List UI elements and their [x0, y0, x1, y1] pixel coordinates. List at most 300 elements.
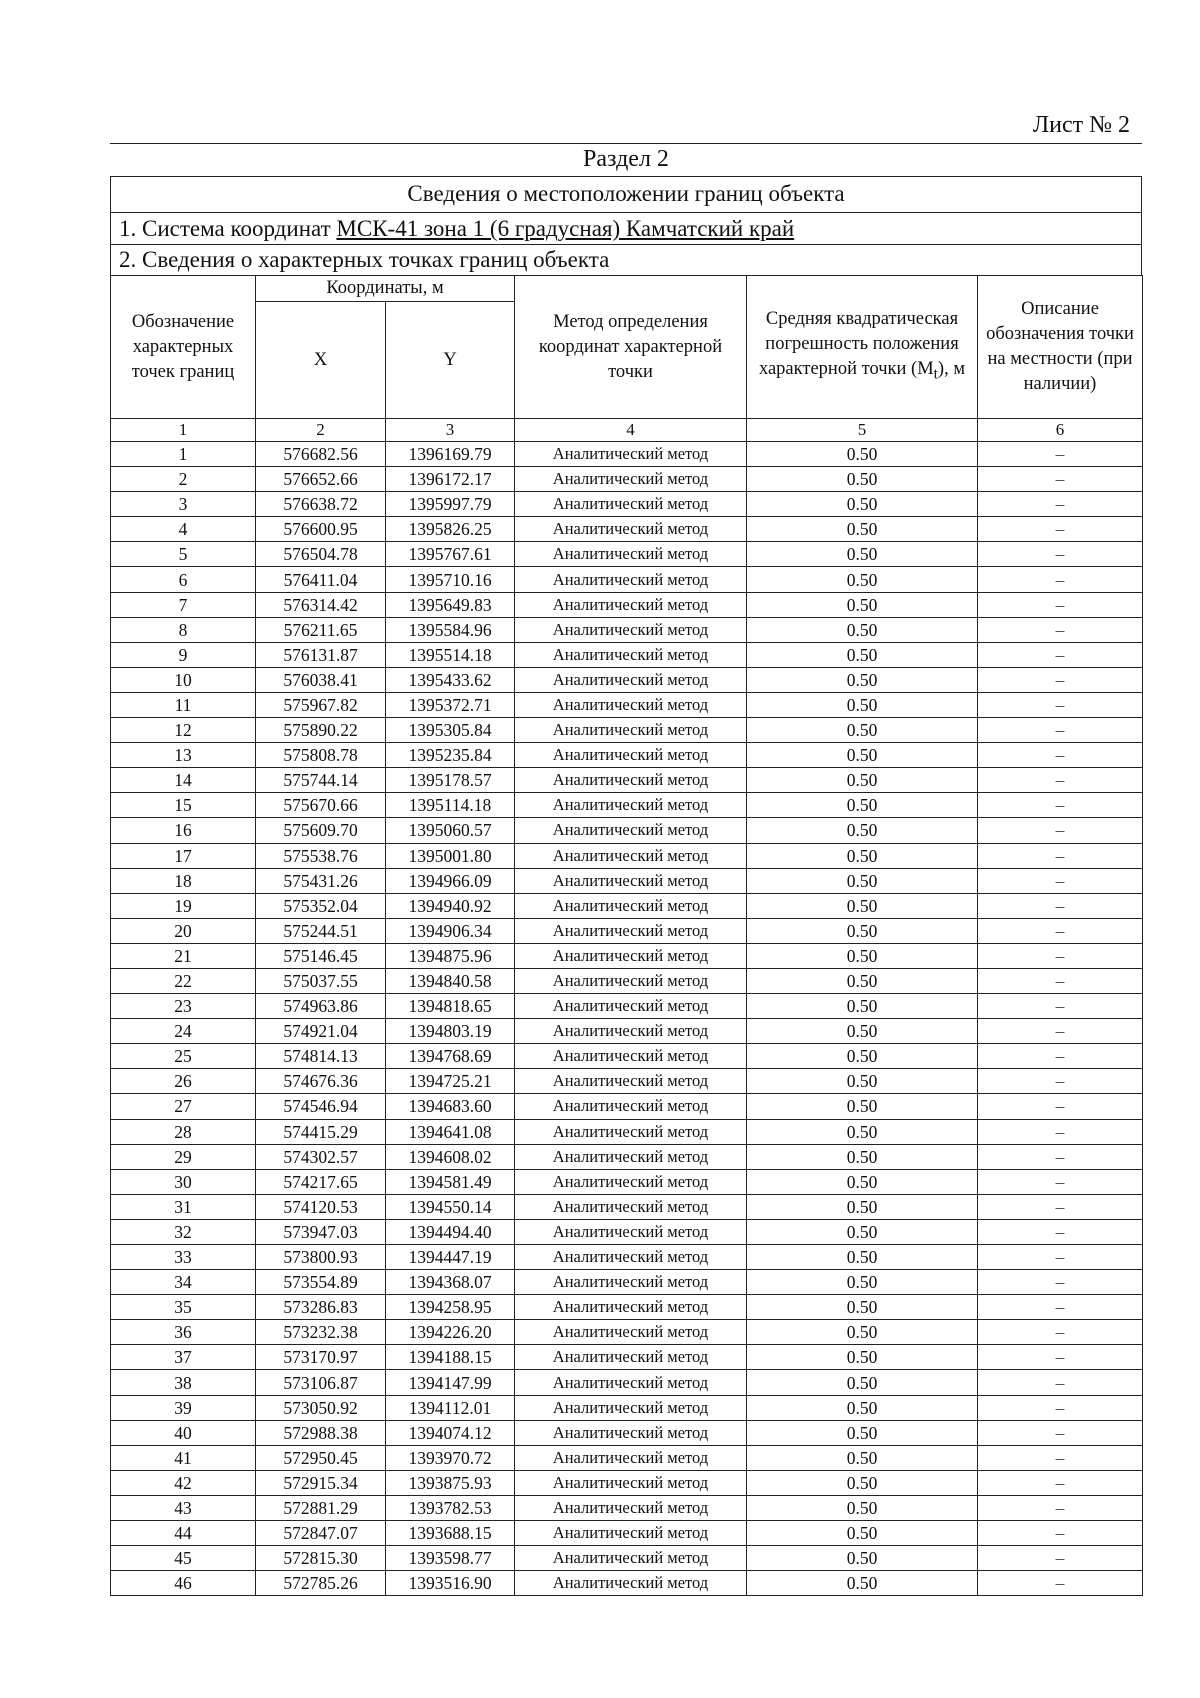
- header-error: [747, 276, 978, 419]
- y-coordinate-cell: 1394803.19: [386, 1019, 515, 1044]
- error-cell: 0.50: [747, 617, 978, 642]
- y-coordinate-cell: 1394608.02: [386, 1144, 515, 1169]
- error-cell: 0.50: [747, 1069, 978, 1094]
- description-cell: –: [978, 1470, 1143, 1495]
- error-cell: 0.50: [747, 718, 978, 743]
- error-cell: 0.50: [747, 1270, 978, 1295]
- points-table-body: [111, 442, 1143, 1596]
- point-number-cell: 11: [111, 692, 256, 717]
- y-coordinate-cell: 1395826.25: [386, 517, 515, 542]
- description-cell: –: [978, 1546, 1143, 1571]
- table-row: [111, 768, 1143, 793]
- error-cell: 0.50: [747, 743, 978, 768]
- x-coordinate-cell: 575890.22: [256, 718, 386, 743]
- y-coordinate-cell: 1394368.07: [386, 1270, 515, 1295]
- point-number-cell: 18: [111, 868, 256, 893]
- description-cell: –: [978, 893, 1143, 918]
- x-coordinate-cell: 576652.66: [256, 467, 386, 492]
- point-number-cell: 36: [111, 1320, 256, 1345]
- error-cell: 0.50: [747, 1370, 978, 1395]
- x-coordinate-cell: 572815.30: [256, 1546, 386, 1571]
- table-row: [111, 793, 1143, 818]
- method-cell: Аналитический метод: [515, 1219, 747, 1244]
- y-coordinate-cell: 1394188.15: [386, 1345, 515, 1370]
- point-number-cell: 5: [111, 542, 256, 567]
- point-number-cell: 44: [111, 1521, 256, 1546]
- error-cell: 0.50: [747, 943, 978, 968]
- error-cell: 0.50: [747, 1245, 978, 1270]
- description-cell: –: [978, 517, 1143, 542]
- error-cell: 0.50: [747, 1169, 978, 1194]
- x-coordinate-cell: 575670.66: [256, 793, 386, 818]
- method-cell: Аналитический метод: [515, 1370, 747, 1395]
- description-cell: –: [978, 1094, 1143, 1119]
- description-cell: –: [978, 592, 1143, 617]
- table-row: [111, 1044, 1143, 1069]
- description-cell: –: [978, 1521, 1143, 1546]
- method-cell: Аналитический метод: [515, 1019, 747, 1044]
- description-cell: –: [978, 1219, 1143, 1244]
- y-coordinate-cell: 1394875.96: [386, 943, 515, 968]
- x-coordinate-cell: 573947.03: [256, 1219, 386, 1244]
- method-cell: Аналитический метод: [515, 1521, 747, 1546]
- table-row: [111, 1420, 1143, 1445]
- error-cell: 0.50: [747, 442, 978, 467]
- header-error-text: Средняя квадратическая погрешность положения характерной точки (M: [758, 309, 959, 380]
- x-coordinate-cell: 574217.65: [256, 1169, 386, 1194]
- point-number-cell: 39: [111, 1395, 256, 1420]
- description-cell: –: [978, 667, 1143, 692]
- error-cell: 0.50: [747, 1571, 978, 1596]
- description-cell: –: [978, 642, 1143, 667]
- table-row: [111, 1219, 1143, 1244]
- method-cell: Аналитический метод: [515, 442, 747, 467]
- x-coordinate-cell: 575808.78: [256, 743, 386, 768]
- error-cell: 0.50: [747, 768, 978, 793]
- header-method: Метод определения координат характерной точки: [515, 276, 747, 419]
- method-cell: Аналитический метод: [515, 1194, 747, 1219]
- x-coordinate-cell: 572915.34: [256, 1470, 386, 1495]
- error-cell: 0.50: [747, 1194, 978, 1219]
- method-cell: Аналитический метод: [515, 718, 747, 743]
- x-coordinate-cell: 572950.45: [256, 1445, 386, 1470]
- description-cell: –: [978, 968, 1143, 993]
- description-cell: –: [978, 743, 1143, 768]
- point-number-cell: 12: [111, 718, 256, 743]
- method-cell: Аналитический метод: [515, 1295, 747, 1320]
- point-number-cell: 4: [111, 517, 256, 542]
- method-cell: Аналитический метод: [515, 1420, 747, 1445]
- header-description: Описание обозначения точки на местности (при наличии): [978, 276, 1143, 419]
- description-cell: –: [978, 1420, 1143, 1445]
- method-cell: Аналитический метод: [515, 818, 747, 843]
- method-cell: Аналитический метод: [515, 1345, 747, 1370]
- table-row: [111, 1194, 1143, 1219]
- y-coordinate-cell: 1395997.79: [386, 492, 515, 517]
- x-coordinate-cell: 574921.04: [256, 1019, 386, 1044]
- description-cell: –: [978, 918, 1143, 943]
- description-cell: –: [978, 1245, 1143, 1270]
- x-coordinate-cell: 575431.26: [256, 868, 386, 893]
- y-coordinate-cell: 1394906.34: [386, 918, 515, 943]
- description-cell: –: [978, 567, 1143, 592]
- error-cell: 0.50: [747, 818, 978, 843]
- description-cell: –: [978, 617, 1143, 642]
- y-coordinate-cell: 1395001.80: [386, 843, 515, 868]
- coordinate-system-line: [111, 213, 1141, 245]
- x-coordinate-cell: 576131.87: [256, 642, 386, 667]
- table-row: [111, 492, 1143, 517]
- error-cell: 0.50: [747, 542, 978, 567]
- description-cell: –: [978, 943, 1143, 968]
- description-cell: –: [978, 542, 1143, 567]
- table-row: [111, 1019, 1143, 1044]
- y-coordinate-cell: 1394447.19: [386, 1245, 515, 1270]
- error-cell: 0.50: [747, 968, 978, 993]
- column-number-row: [111, 419, 1143, 442]
- table-row: [111, 542, 1143, 567]
- y-coordinate-cell: 1395178.57: [386, 768, 515, 793]
- y-coordinate-cell: 1395235.84: [386, 743, 515, 768]
- table-row: [111, 1495, 1143, 1520]
- point-number-cell: 3: [111, 492, 256, 517]
- method-cell: Аналитический метод: [515, 1245, 747, 1270]
- method-cell: Аналитический метод: [515, 1094, 747, 1119]
- x-coordinate-cell: 575744.14: [256, 768, 386, 793]
- x-coordinate-cell: 573800.93: [256, 1245, 386, 1270]
- y-coordinate-cell: 1395433.62: [386, 667, 515, 692]
- method-cell: Аналитический метод: [515, 467, 747, 492]
- description-cell: –: [978, 1069, 1143, 1094]
- x-coordinate-cell: 575244.51: [256, 918, 386, 943]
- y-coordinate-cell: 1395114.18: [386, 793, 515, 818]
- method-cell: Аналитический метод: [515, 492, 747, 517]
- y-coordinate-cell: 1394226.20: [386, 1320, 515, 1345]
- error-cell: 0.50: [747, 1144, 978, 1169]
- method-cell: Аналитический метод: [515, 567, 747, 592]
- point-number-cell: 43: [111, 1495, 256, 1520]
- description-cell: –: [978, 718, 1143, 743]
- column-number: 4: [515, 419, 747, 442]
- y-coordinate-cell: 1394112.01: [386, 1395, 515, 1420]
- error-cell: 0.50: [747, 1495, 978, 1520]
- error-cell: 0.50: [747, 868, 978, 893]
- method-cell: Аналитический метод: [515, 1395, 747, 1420]
- table-row: [111, 1320, 1143, 1345]
- error-cell: 0.50: [747, 1320, 978, 1345]
- error-cell: 0.50: [747, 793, 978, 818]
- error-cell: 0.50: [747, 1420, 978, 1445]
- x-coordinate-cell: 576314.42: [256, 592, 386, 617]
- description-cell: –: [978, 1169, 1143, 1194]
- point-number-cell: 16: [111, 818, 256, 843]
- description-cell: –: [978, 868, 1143, 893]
- description-cell: –: [978, 1194, 1143, 1219]
- x-coordinate-cell: 576411.04: [256, 567, 386, 592]
- x-coordinate-cell: 575037.55: [256, 968, 386, 993]
- table-row: [111, 918, 1143, 943]
- description-cell: –: [978, 1320, 1143, 1345]
- column-number: 1: [111, 419, 256, 442]
- point-number-cell: 10: [111, 667, 256, 692]
- document-header-box: [110, 176, 1142, 276]
- point-number-cell: 34: [111, 1270, 256, 1295]
- point-number-cell: 40: [111, 1420, 256, 1445]
- error-cell: 0.50: [747, 994, 978, 1019]
- description-cell: –: [978, 1019, 1143, 1044]
- point-number-cell: 41: [111, 1445, 256, 1470]
- y-coordinate-cell: 1394940.92: [386, 893, 515, 918]
- description-cell: –: [978, 1571, 1143, 1596]
- table-row: [111, 1169, 1143, 1194]
- method-cell: Аналитический метод: [515, 1495, 747, 1520]
- method-cell: Аналитический метод: [515, 1069, 747, 1094]
- header-error-subscript: t: [933, 365, 938, 383]
- point-number-cell: 33: [111, 1245, 256, 1270]
- error-cell: 0.50: [747, 1546, 978, 1571]
- method-cell: Аналитический метод: [515, 768, 747, 793]
- point-number-cell: 45: [111, 1546, 256, 1571]
- column-number: 5: [747, 419, 978, 442]
- table-row: [111, 617, 1143, 642]
- error-cell: 0.50: [747, 1019, 978, 1044]
- method-cell: Аналитический метод: [515, 1044, 747, 1069]
- table-row: [111, 442, 1143, 467]
- x-coordinate-cell: 574415.29: [256, 1119, 386, 1144]
- x-coordinate-cell: 573050.92: [256, 1395, 386, 1420]
- table-row: [111, 1069, 1143, 1094]
- x-coordinate-cell: 575538.76: [256, 843, 386, 868]
- table-row: [111, 1370, 1143, 1395]
- y-coordinate-cell: 1394840.58: [386, 968, 515, 993]
- description-cell: –: [978, 1295, 1143, 1320]
- y-coordinate-cell: 1393516.90: [386, 1571, 515, 1596]
- y-coordinate-cell: 1396172.17: [386, 467, 515, 492]
- error-cell: 0.50: [747, 642, 978, 667]
- method-cell: Аналитический метод: [515, 692, 747, 717]
- header-coordinates: Координаты, м: [256, 276, 515, 302]
- x-coordinate-cell: 576682.56: [256, 442, 386, 467]
- point-number-cell: 30: [111, 1169, 256, 1194]
- x-coordinate-cell: 575609.70: [256, 818, 386, 843]
- y-coordinate-cell: 1395710.16: [386, 567, 515, 592]
- method-cell: Аналитический метод: [515, 642, 747, 667]
- point-number-cell: 32: [111, 1219, 256, 1244]
- y-coordinate-cell: 1394074.12: [386, 1420, 515, 1445]
- y-coordinate-cell: 1393598.77: [386, 1546, 515, 1571]
- x-coordinate-cell: 574963.86: [256, 994, 386, 1019]
- point-number-cell: 9: [111, 642, 256, 667]
- coordinate-system-label: 1. Система координат: [119, 216, 337, 241]
- description-cell: –: [978, 442, 1143, 467]
- section-title: Раздел 2: [583, 146, 669, 172]
- table-row: [111, 718, 1143, 743]
- description-cell: –: [978, 843, 1143, 868]
- header-rule: [110, 143, 1142, 144]
- point-number-cell: 2: [111, 467, 256, 492]
- method-cell: Аналитический метод: [515, 1169, 747, 1194]
- table-row: [111, 1094, 1143, 1119]
- table-row: [111, 1245, 1143, 1270]
- method-cell: Аналитический метод: [515, 994, 747, 1019]
- table-row: [111, 667, 1143, 692]
- table-row: [111, 843, 1143, 868]
- y-coordinate-cell: 1395514.18: [386, 642, 515, 667]
- point-number-cell: 19: [111, 893, 256, 918]
- point-number-cell: 8: [111, 617, 256, 642]
- y-coordinate-cell: 1393688.15: [386, 1521, 515, 1546]
- x-coordinate-cell: 575967.82: [256, 692, 386, 717]
- description-cell: –: [978, 768, 1143, 793]
- method-cell: Аналитический метод: [515, 1270, 747, 1295]
- table-row: [111, 743, 1143, 768]
- description-cell: –: [978, 1345, 1143, 1370]
- description-cell: –: [978, 467, 1143, 492]
- x-coordinate-cell: 576638.72: [256, 492, 386, 517]
- error-cell: 0.50: [747, 1044, 978, 1069]
- point-number-cell: 21: [111, 943, 256, 968]
- column-number: 2: [256, 419, 386, 442]
- x-coordinate-cell: 573106.87: [256, 1370, 386, 1395]
- error-cell: 0.50: [747, 843, 978, 868]
- method-cell: Аналитический метод: [515, 843, 747, 868]
- y-coordinate-cell: 1394768.69: [386, 1044, 515, 1069]
- description-cell: –: [978, 1270, 1143, 1295]
- y-coordinate-cell: 1395584.96: [386, 617, 515, 642]
- x-coordinate-cell: 573286.83: [256, 1295, 386, 1320]
- error-cell: 0.50: [747, 1295, 978, 1320]
- point-number-cell: 17: [111, 843, 256, 868]
- y-coordinate-cell: 1394581.49: [386, 1169, 515, 1194]
- y-coordinate-cell: 1394550.14: [386, 1194, 515, 1219]
- x-coordinate-cell: 574546.94: [256, 1094, 386, 1119]
- point-number-cell: 24: [111, 1019, 256, 1044]
- x-coordinate-cell: 573232.38: [256, 1320, 386, 1345]
- point-number-cell: 22: [111, 968, 256, 993]
- y-coordinate-cell: 1394683.60: [386, 1094, 515, 1119]
- point-number-cell: 28: [111, 1119, 256, 1144]
- table-row: [111, 968, 1143, 993]
- table-row: [111, 592, 1143, 617]
- point-number-cell: 6: [111, 567, 256, 592]
- description-cell: –: [978, 492, 1143, 517]
- method-cell: Аналитический метод: [515, 1445, 747, 1470]
- table-row: [111, 1470, 1143, 1495]
- y-coordinate-cell: 1395767.61: [386, 542, 515, 567]
- table-row: [111, 517, 1143, 542]
- table-row: [111, 467, 1143, 492]
- y-coordinate-cell: 1394494.40: [386, 1219, 515, 1244]
- y-coordinate-cell: 1396169.79: [386, 442, 515, 467]
- x-coordinate-cell: 573170.97: [256, 1345, 386, 1370]
- description-cell: –: [978, 1144, 1143, 1169]
- table-row: [111, 818, 1143, 843]
- method-cell: Аналитический метод: [515, 1571, 747, 1596]
- method-cell: Аналитический метод: [515, 1119, 747, 1144]
- table-row: [111, 1521, 1143, 1546]
- method-cell: Аналитический метод: [515, 1546, 747, 1571]
- x-coordinate-cell: 574302.57: [256, 1144, 386, 1169]
- description-cell: –: [978, 1370, 1143, 1395]
- document-title: Сведения о местоположении границ объекта: [111, 177, 1141, 213]
- error-cell: 0.50: [747, 492, 978, 517]
- y-coordinate-cell: 1394725.21: [386, 1069, 515, 1094]
- header-designation: Обозначение характерных точек границ: [111, 276, 256, 419]
- y-coordinate-cell: 1394966.09: [386, 868, 515, 893]
- point-number-cell: 46: [111, 1571, 256, 1596]
- table-row: [111, 1571, 1143, 1596]
- point-number-cell: 20: [111, 918, 256, 943]
- method-cell: Аналитический метод: [515, 1470, 747, 1495]
- y-coordinate-cell: 1394818.65: [386, 994, 515, 1019]
- table-row: [111, 1345, 1143, 1370]
- point-number-cell: 38: [111, 1370, 256, 1395]
- point-number-cell: 25: [111, 1044, 256, 1069]
- table-row: [111, 692, 1143, 717]
- point-number-cell: 23: [111, 994, 256, 1019]
- method-cell: Аналитический метод: [515, 1144, 747, 1169]
- table-row: [111, 868, 1143, 893]
- y-coordinate-cell: 1393782.53: [386, 1495, 515, 1520]
- x-coordinate-cell: 572881.29: [256, 1495, 386, 1520]
- method-cell: Аналитический метод: [515, 918, 747, 943]
- point-number-cell: 26: [111, 1069, 256, 1094]
- table-row: [111, 994, 1143, 1019]
- x-coordinate-cell: 574676.36: [256, 1069, 386, 1094]
- description-cell: –: [978, 692, 1143, 717]
- x-coordinate-cell: 575352.04: [256, 893, 386, 918]
- error-cell: 0.50: [747, 1345, 978, 1370]
- method-cell: Аналитический метод: [515, 617, 747, 642]
- method-cell: Аналитический метод: [515, 968, 747, 993]
- x-coordinate-cell: 572847.07: [256, 1521, 386, 1546]
- method-cell: Аналитический метод: [515, 943, 747, 968]
- coordinate-system-value: МСК-41 зона 1 (6 градусная) Камчатский край: [336, 216, 795, 241]
- y-coordinate-cell: 1395305.84: [386, 718, 515, 743]
- error-cell: 0.50: [747, 467, 978, 492]
- table-row: [111, 1144, 1143, 1169]
- y-coordinate-cell: 1393970.72: [386, 1445, 515, 1470]
- point-number-cell: 15: [111, 793, 256, 818]
- error-cell: 0.50: [747, 517, 978, 542]
- x-coordinate-cell: 573554.89: [256, 1270, 386, 1295]
- error-cell: 0.50: [747, 1521, 978, 1546]
- description-cell: –: [978, 994, 1143, 1019]
- sheet-number: Лист № 2: [1032, 112, 1130, 138]
- table-row: [111, 1546, 1143, 1571]
- point-number-cell: 31: [111, 1194, 256, 1219]
- method-cell: Аналитический метод: [515, 893, 747, 918]
- point-number-cell: 35: [111, 1295, 256, 1320]
- point-number-cell: 14: [111, 768, 256, 793]
- method-cell: Аналитический метод: [515, 667, 747, 692]
- method-cell: Аналитический метод: [515, 793, 747, 818]
- method-cell: Аналитический метод: [515, 743, 747, 768]
- point-number-cell: 1: [111, 442, 256, 467]
- x-coordinate-cell: 574814.13: [256, 1044, 386, 1069]
- method-cell: Аналитический метод: [515, 517, 747, 542]
- x-coordinate-cell: 575146.45: [256, 943, 386, 968]
- description-cell: –: [978, 793, 1143, 818]
- column-number: 3: [386, 419, 515, 442]
- table-row: [111, 642, 1143, 667]
- y-coordinate-cell: 1394641.08: [386, 1119, 515, 1144]
- header-error-unit: ), м: [937, 359, 966, 380]
- x-coordinate-cell: 576600.95: [256, 517, 386, 542]
- header-x: X: [256, 302, 386, 419]
- x-coordinate-cell: 576038.41: [256, 667, 386, 692]
- y-coordinate-cell: 1395060.57: [386, 818, 515, 843]
